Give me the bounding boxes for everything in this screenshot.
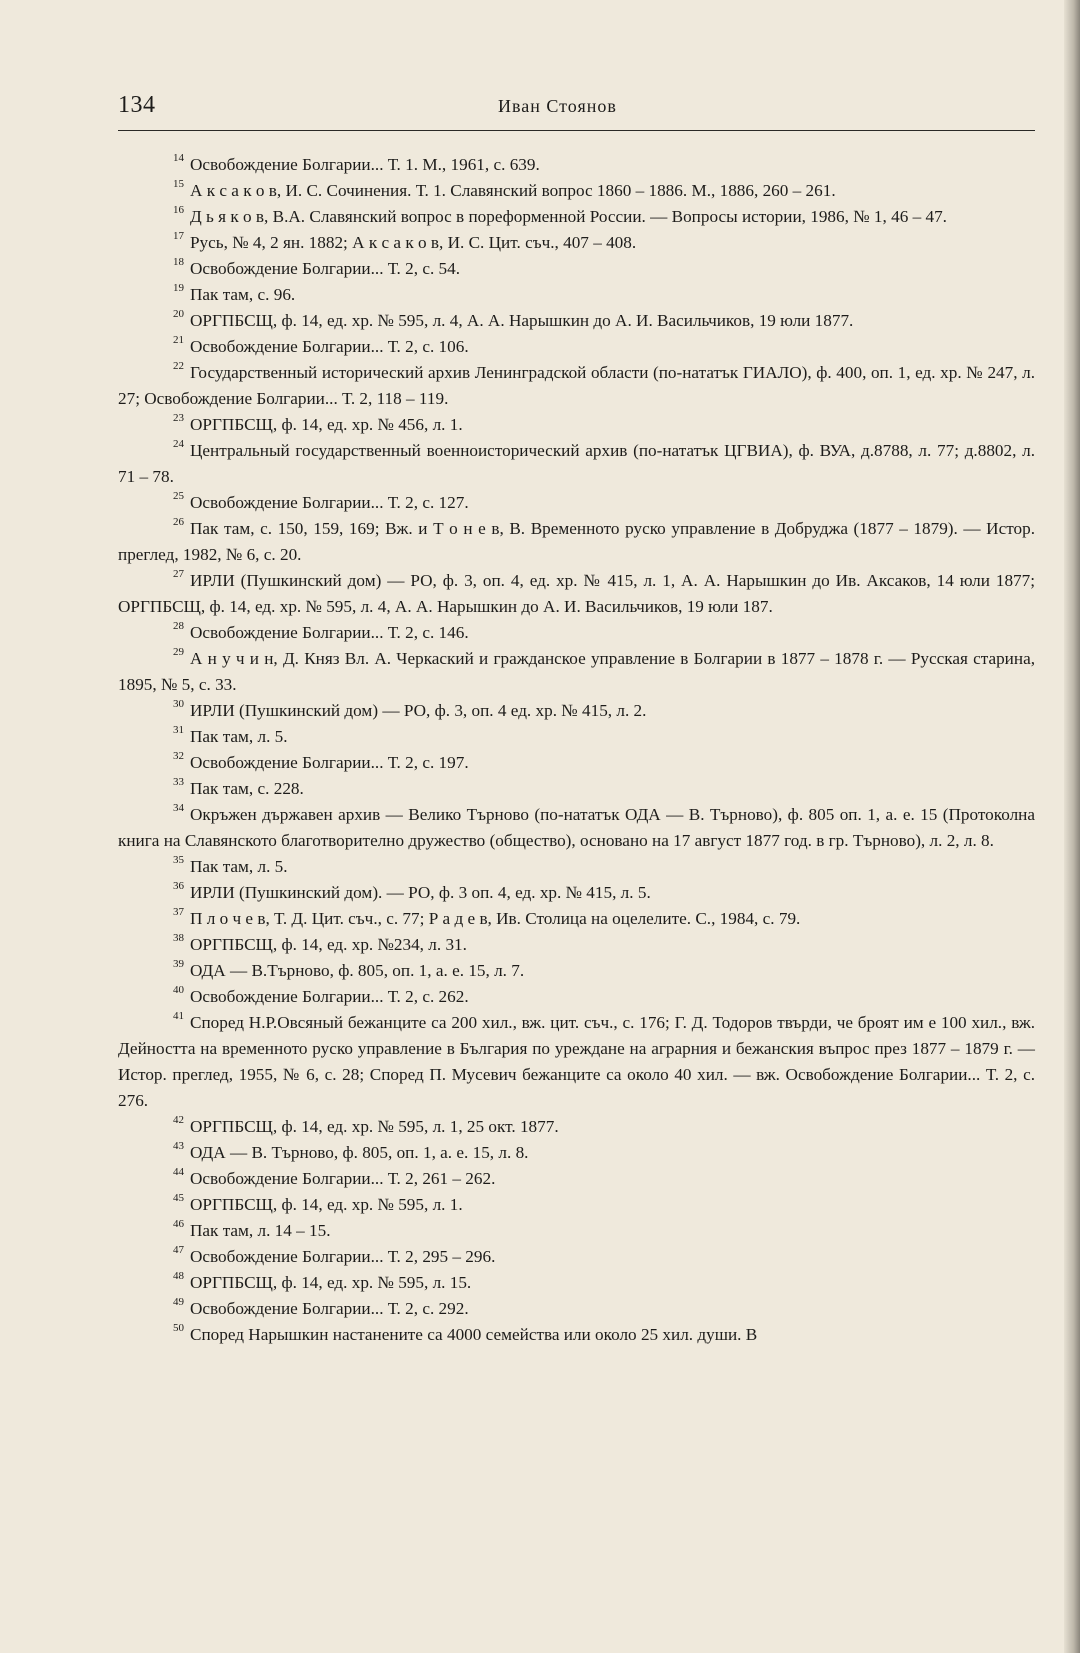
footnote-text: ОРГПБСЩ, ф. 14, ед. хр. №234, л. 31.	[190, 935, 467, 954]
footnote-31	[118, 724, 1035, 750]
footnote-26	[118, 516, 1035, 568]
footnote-24	[118, 438, 1035, 490]
footnote-number: 50	[173, 1322, 184, 1335]
footnote-text: ИРЛИ (Пушкинский дом) — РО, ф. 3, оп. 4 ед. хр. № 415, л. 2.	[190, 701, 647, 720]
footnote-text: Освобождение Болгарии... Т. 1. М., 1961, с. 639.	[190, 155, 540, 174]
footnote-text: Освобождение Болгарии... Т. 2, с. 106.	[190, 337, 469, 356]
footnote-35	[118, 854, 1035, 880]
footnote-number: 26	[173, 516, 184, 529]
footnote-25	[118, 490, 1035, 516]
footnote-text: П л о ч е в, Т. Д. Цит. съч., с. 77; Р а д е в, Ив. Столица на оцелелите. С., 1984, с. 79.	[190, 909, 801, 928]
footnote-text: ОРГПБСЩ, ф. 14, ед. хр. № 595, л. 15.	[190, 1273, 472, 1292]
footnote-37	[118, 906, 1035, 932]
footnote-43	[118, 1140, 1035, 1166]
footnote-21	[118, 334, 1035, 360]
footnote-text: Государственный исторический архив Ленинградской области (по-нататък ГИАЛО), ф. 400, оп. 1, ед. хр. № 247, л. 27; Освобождение Болгарии... Т. 2, 118 – 119.	[118, 363, 1035, 408]
footnote-text: ОРГПБСЩ, ф. 14, ед. хр. № 595, л. 1, 25 окт. 1877.	[190, 1117, 559, 1136]
footnote-47	[118, 1244, 1035, 1270]
footnote-text: Пак там, л. 5.	[190, 857, 288, 876]
footnote-text: ОРГПБСЩ, ф. 14, ед. хр. № 595, л. 4, А. А. Нарышкин до А. И. Васильчиков, 19 юли 1877.	[190, 311, 854, 330]
footnote-17	[118, 230, 1035, 256]
footnote-50	[118, 1322, 1035, 1348]
footnote-text: Освобождение Болгарии... Т. 2, с. 292.	[190, 1299, 469, 1318]
footnote-text: ОРГПБСЩ, ф. 14, ед. хр. № 456, л. 1.	[190, 415, 463, 434]
footnote-23	[118, 412, 1035, 438]
footnote-46	[118, 1218, 1035, 1244]
footnote-15	[118, 178, 1035, 204]
footnote-number: 25	[173, 490, 184, 503]
footnote-number: 40	[173, 984, 184, 997]
footnote-number: 19	[173, 282, 184, 295]
footnote-text: Освобождение Болгарии... Т. 2, с. 146.	[190, 623, 469, 642]
footnote-number: 33	[173, 776, 184, 789]
footnote-number: 30	[173, 698, 184, 711]
footnote-number: 49	[173, 1296, 184, 1309]
footnote-number: 18	[173, 256, 184, 269]
footnote-text: Центральный государственный военноисторический архив (по-нататък ЦГВИА), ф. ВУА, д.8788, л. 77; д.8802, л. 71 – 78.	[118, 441, 1035, 486]
footnote-number: 43	[173, 1140, 184, 1153]
footnote-45	[118, 1192, 1035, 1218]
footnote-number: 16	[173, 204, 184, 217]
footnote-text: Освобождение Болгарии... Т. 2, 295 – 296.	[190, 1247, 496, 1266]
footnote-text: Освобождение Болгарии... Т. 2, 261 – 262.	[190, 1169, 496, 1188]
footnote-44	[118, 1166, 1035, 1192]
footnote-18	[118, 256, 1035, 282]
footnote-number: 24	[173, 438, 184, 451]
footnote-text: ОДА — В. Търново, ф. 805, оп. 1, а. е. 15, л. 8.	[190, 1143, 529, 1162]
footnote-text: Пак там, с. 96.	[190, 285, 296, 304]
footnote-number: 23	[173, 412, 184, 425]
footnote-text: Според Нарышкин настанените са 4000 семейства или около 25 хил. души. В	[190, 1325, 758, 1344]
footnote-number: 21	[173, 334, 184, 347]
footnote-text: Русь, № 4, 2 ян. 1882; А к с а к о в, И. С. Цит. съч., 407 – 408.	[190, 233, 637, 252]
footnote-text: Според Н.Р.Овсяный бежанците са 200 хил., вж. цит. съч., с. 176; Г. Д. Тодоров твърди, че броят им е 100 хил., вж. Дейността на временното руско управление в България по уреждане на аграрния и бежанския въпрос през 1877 – 1879 г. — Истор. преглед, 1955, № 6, с. 28; Според П. Мусевич бежанците са около 40 хил. — вж. Освобождение Болгарии... Т. 2, с. 276.	[118, 1013, 1035, 1110]
footnote-number: 17	[173, 230, 184, 243]
footnote-38	[118, 932, 1035, 958]
footnote-text: А н у ч и н, Д. Княз Вл. А. Черкаский и гражданское управление в Болгарии в 1877 – 1878 г. — Русская старина, 1895, № 5, с. 33.	[118, 649, 1035, 694]
footnote-22	[118, 360, 1035, 412]
footnote-16	[118, 204, 1035, 230]
footnote-text: Освобождение Болгарии... Т. 2, с. 262.	[190, 987, 469, 1006]
footnote-19	[118, 282, 1035, 308]
footnote-text: А к с а к о в, И. С. Сочинения. Т. 1. Славянский вопрос 1860 – 1886. М., 1886, 260 – 261.	[190, 181, 836, 200]
footnote-number: 34	[173, 802, 184, 815]
footnote-number: 42	[173, 1114, 184, 1127]
footnote-text: Освобождение Болгарии... Т. 2, с. 197.	[190, 753, 469, 772]
footnote-number: 22	[173, 360, 184, 373]
footnote-number: 46	[173, 1218, 184, 1231]
footnote-number: 15	[173, 178, 184, 191]
page-number: 134	[118, 92, 156, 118]
footnote-29	[118, 646, 1035, 698]
footnote-text: Пак там, с. 228.	[190, 779, 304, 798]
footnote-30	[118, 698, 1035, 724]
footnote-20	[118, 308, 1035, 334]
footnote-36	[118, 880, 1035, 906]
footnote-32	[118, 750, 1035, 776]
footnote-42	[118, 1114, 1035, 1140]
footnote-48	[118, 1270, 1035, 1296]
footnote-number: 35	[173, 854, 184, 867]
footnote-number: 20	[173, 308, 184, 321]
footnote-number: 31	[173, 724, 184, 737]
footnote-text: Пак там, с. 150, 159, 169; Вж. и Т о н е в, В. Временното руско управление в Добруджа (1877 – 1879). — Истор. преглед, 1982, № 6, с. 20.	[118, 519, 1035, 564]
footnote-33	[118, 776, 1035, 802]
footnote-text: ОРГПБСЩ, ф. 14, ед. хр. № 595, л. 1.	[190, 1195, 463, 1214]
footnote-14	[118, 152, 1035, 178]
footnote-number: 14	[173, 152, 184, 165]
footnote-number: 32	[173, 750, 184, 763]
footnote-number: 29	[173, 646, 184, 659]
page-header	[118, 86, 1035, 126]
footnote-number: 36	[173, 880, 184, 893]
footnote-number: 44	[173, 1166, 184, 1179]
footnote-39	[118, 958, 1035, 984]
footnote-text: Освобождение Болгарии... Т. 2, с. 127.	[190, 493, 469, 512]
footnote-text: Окръжен държавен архив — Велико Търново (по-нататък ОДА — В. Търново), ф. 805 оп. 1, а. е. 15 (Протоколна книга на Славянското благотворително дружество (общество), основано на 17 август 1877 год. в гр. Търново), л. 2, л. 8.	[118, 805, 1035, 850]
footnote-number: 39	[173, 958, 184, 971]
footnote-text: ИРЛИ (Пушкинский дом). — РО, ф. 3 оп. 4, ед. хр. № 415, л. 5.	[190, 883, 651, 902]
footnote-number: 38	[173, 932, 184, 945]
footnote-40	[118, 984, 1035, 1010]
footnote-number: 37	[173, 906, 184, 919]
footnote-49	[118, 1296, 1035, 1322]
running-title: Иван Стоянов	[498, 96, 617, 116]
header-rule	[118, 130, 1035, 131]
footnote-number: 47	[173, 1244, 184, 1257]
footnote-text: Д ь я к о в, В.А. Славянский вопрос в пореформенной России. — Вопросы истории, 1986, № 1, 46 – 47.	[190, 207, 947, 226]
footnote-text: Пак там, л. 5.	[190, 727, 288, 746]
footnote-text: Освобождение Болгарии... Т. 2, с. 54.	[190, 259, 461, 278]
page-edge	[1064, 0, 1080, 1653]
footnote-41	[118, 1010, 1035, 1114]
footnote-number: 28	[173, 620, 184, 633]
footnote-number: 41	[173, 1010, 184, 1023]
footnote-text: ОДА — В.Търново, ф. 805, оп. 1, а. е. 15, л. 7.	[190, 961, 525, 980]
footnotes-list	[118, 152, 1035, 1348]
footnote-text: ИРЛИ (Пушкинский дом) — РО, ф. 3, оп. 4, ед. хр. № 415, л. 1, А. А. Нарышкин до Ив. Аксаков, 14 юли 1877; ОРГПБСЩ, ф. 14, ед. хр. № 595, л. 4, А. А. Нарышкин до А. И. Васильчиков, 19 юли 187.	[118, 571, 1035, 616]
footnote-number: 27	[173, 568, 184, 581]
footnote-27	[118, 568, 1035, 620]
footnote-number: 48	[173, 1270, 184, 1283]
footnote-28	[118, 620, 1035, 646]
footnote-34	[118, 802, 1035, 854]
footnote-text: Пак там, л. 14 – 15.	[190, 1221, 331, 1240]
footnote-number: 45	[173, 1192, 184, 1205]
